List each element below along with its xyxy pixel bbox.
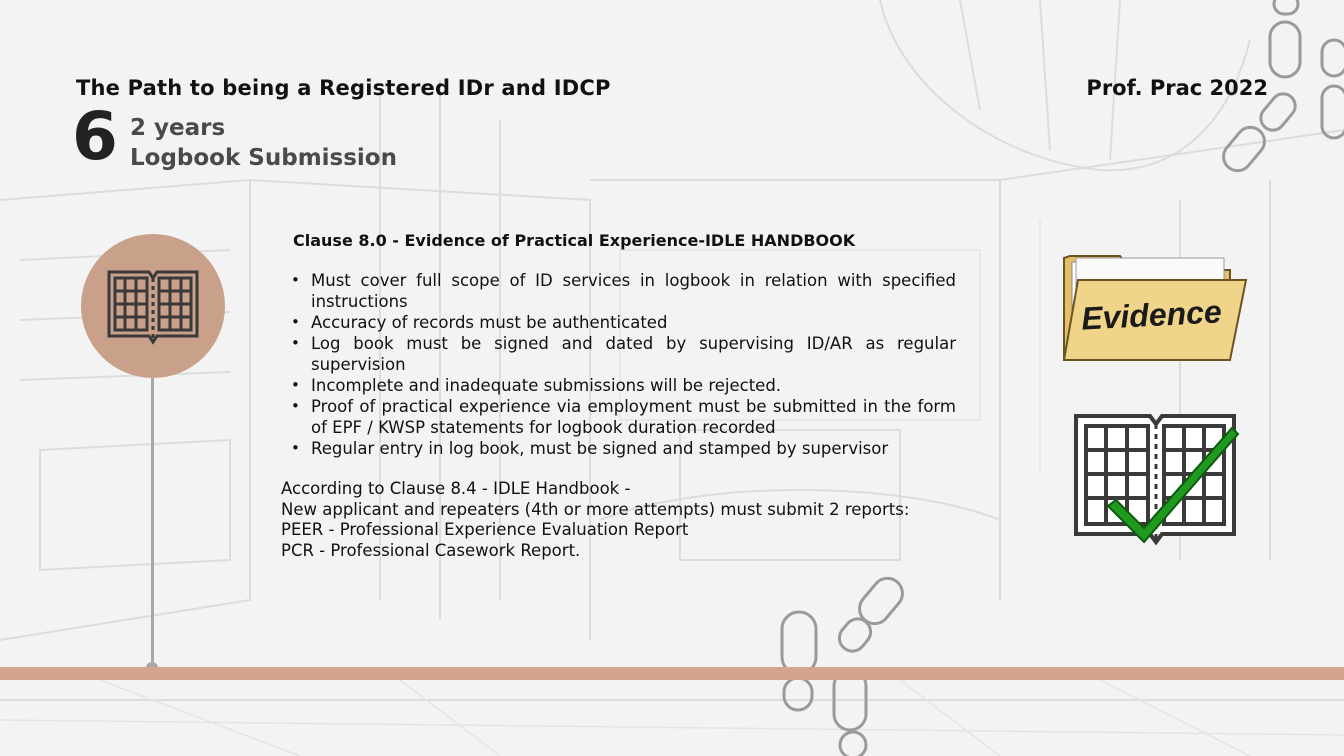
- step-title: [130, 113, 397, 173]
- paragraph-line: PCR - Professional Casework Report.: [281, 540, 581, 560]
- paragraph-line: New applicant and repeaters (4th or more attempts) must submit 2 reports:: [281, 499, 910, 519]
- list-item: • Proof of practical experience via employment must be submitted in the form of EPF / KWSP statements for logbook duration recorded: [289, 396, 956, 438]
- content-block: [281, 231, 956, 561]
- paragraph-line: PEER - Professional Experience Evaluation Report: [281, 520, 689, 539]
- step-name: Logbook Submission: [130, 145, 397, 171]
- folder-label: Evidence: [1080, 293, 1223, 337]
- timeline-line: [151, 378, 154, 668]
- course-label: Prof. Prac 2022: [1086, 76, 1268, 100]
- evidence-folder-icon: [1060, 240, 1250, 364]
- presentation-title: The Path to being a Registered IDr and IDCP: [76, 76, 611, 100]
- requirements-list: [289, 270, 956, 459]
- list-item: • Accuracy of records must be authenticated: [289, 312, 956, 333]
- clause-title: Clause 8.0 - Evidence of Practical Experience-IDLE HANDBOOK: [293, 231, 856, 250]
- list-item: • Regular entry in log book, must be signed and stamped by supervisor: [289, 438, 956, 459]
- list-item: • Incomplete and inadequate submissions will be rejected.: [289, 375, 956, 396]
- clause-8-4-paragraph: [281, 479, 956, 561]
- list-item: • Log book must be signed and dated by supervising ID/AR as regular supervision: [289, 333, 956, 375]
- book-checkmark-icon: [1072, 410, 1242, 550]
- list-item: • Must cover full scope of ID services in logbook in relation with specified instructions: [289, 270, 956, 312]
- step-duration: 2 years: [130, 115, 226, 141]
- paragraph-line: According to Clause 8.4 - IDLE Handbook -: [281, 479, 631, 498]
- step-number: 6: [72, 98, 118, 175]
- footprints-icon: [776, 572, 916, 756]
- step-circle: [81, 234, 225, 378]
- open-book-icon: [105, 264, 201, 348]
- bottom-accent-bar: [0, 667, 1344, 680]
